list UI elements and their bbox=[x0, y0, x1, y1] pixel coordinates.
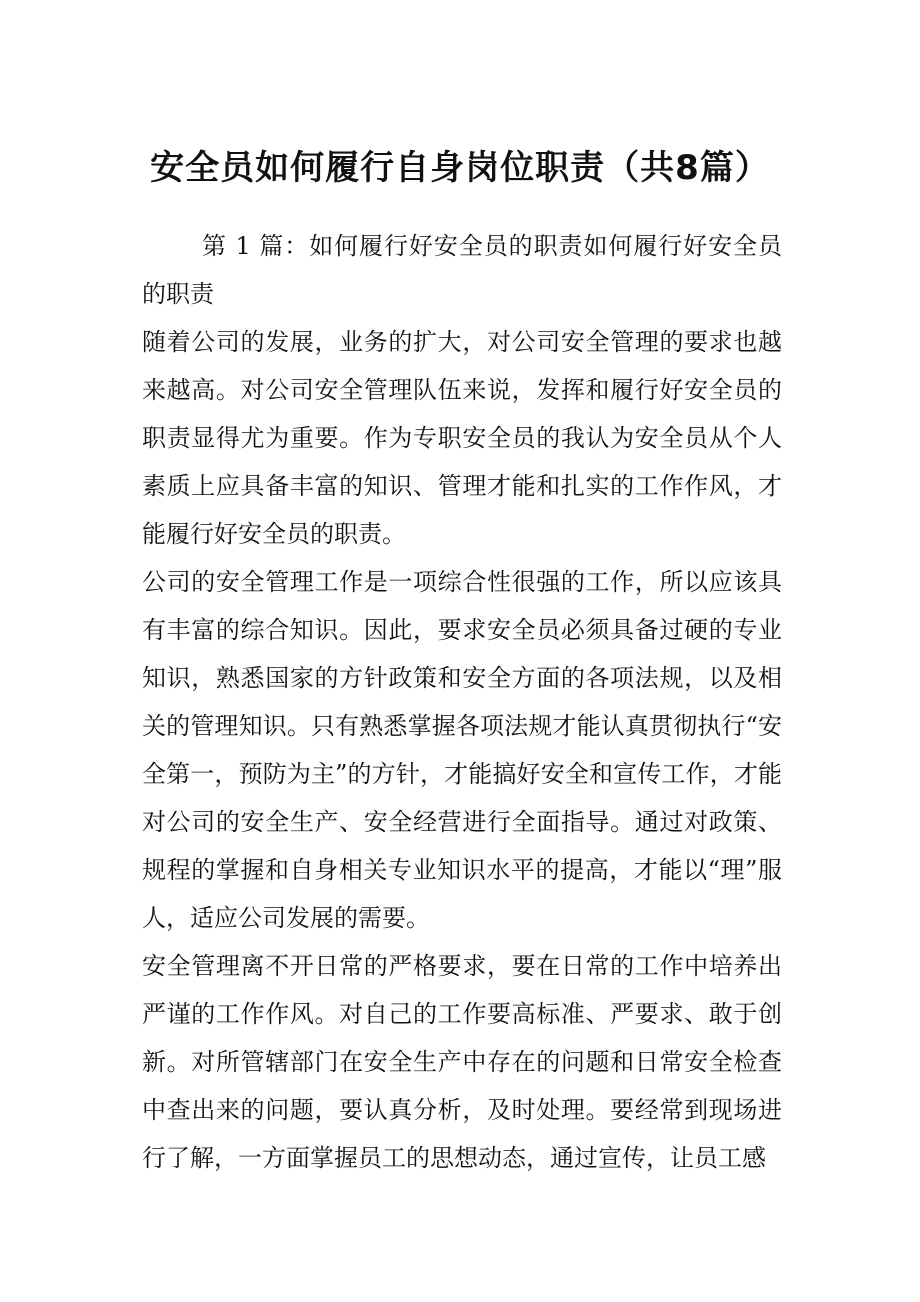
body-paragraph: 公司的安全管理工作是一项综合性很强的工作，所以应该具有丰富的综合知识。因此，要求安全员必须具备过硬的专业知识，熟悉国家的方针政策和安全方面的各项法规，以及相关的管理知识。只有熟悉掌握各项法规才能认真贯彻执行“安全第一，预防为主”的方针，才能搞好安全和宣传工作，才能对公司的安全生产、安全经营进行全面指导。通过对政策、规程的掌握和自身相关专业知识水平的提高，才能以“理”服人，适应公司发展的需要。 bbox=[142, 568, 782, 932]
document-body bbox=[142, 222, 782, 1182]
document-title: 安全员如何履行自身岗位职责（共8篇） bbox=[150, 148, 770, 188]
body-paragraph: 随着公司的发展，业务的扩大，对公司安全管理的要求也越来越高。对公司安全管理队伍来说，发挥和履行好安全员的职责显得尤为重要。作为专职安全员的我认为安全员从个人素质上应具备丰富的知识、管理才能和扎实的工作作风，才能履行好安全员的职责。 bbox=[142, 328, 782, 548]
section-heading: 第 1 篇：如何履行好安全员的职责如何履行好安全员的职责 bbox=[142, 232, 782, 308]
body-paragraph: 安全管理离不开日常的严格要求，要在日常的工作中培养出严谨的工作作风。对自己的工作要高标准、严要求、敢于创新。对所管辖部门在安全生产中存在的问题和日常安全检查中查出来的问题，要认真分析，及时处理。要经常到现场进行了解，一方面掌握员工的思想动态，通过宣传，让员工感 bbox=[142, 952, 782, 1172]
